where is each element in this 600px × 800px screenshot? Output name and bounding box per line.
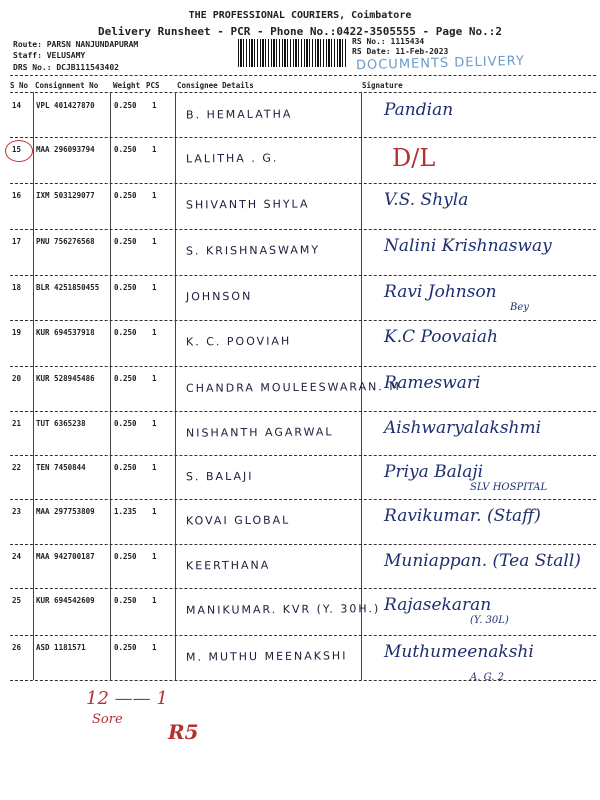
- row-consignment-no: TEN 7450844: [36, 463, 86, 472]
- row-sno: 25: [12, 596, 22, 605]
- row-weight: 0.250: [114, 463, 137, 472]
- row-weight: 0.250: [114, 101, 137, 110]
- row-pcs: 1: [152, 419, 157, 428]
- column-header-consignee: Consignee Details: [177, 81, 254, 90]
- column-header-pcs: PCS: [146, 81, 160, 90]
- drs-number: DRS No.: DCJB111543402: [13, 63, 119, 72]
- row-divider: [10, 137, 596, 138]
- row-signature-note: Bey: [510, 302, 529, 313]
- row-consignee: B. HEMALATHA: [185, 107, 293, 122]
- documents-delivery-stamp: DOCUMENTS DELIVERY: [355, 53, 526, 74]
- row-consignee: SHIVANTH SHYLA: [185, 197, 310, 212]
- summary-note: Sore: [92, 712, 123, 727]
- row-sno: 19: [12, 328, 22, 337]
- column-header-weight: Weight: [113, 81, 141, 90]
- row-consignee: NISHANTH AGARWAL: [185, 425, 334, 440]
- row-weight: 0.250: [114, 283, 137, 292]
- column-header-sno: S No: [10, 81, 29, 90]
- rs-number: RS No.: 1115434: [352, 37, 425, 46]
- row-sno: 16: [12, 191, 22, 200]
- row-sno: 21: [12, 419, 22, 428]
- row-divider: [10, 499, 596, 500]
- row-sno: 15: [12, 145, 22, 154]
- row-signature: Ravi Johnson: [384, 282, 497, 302]
- route-label: Route: PARSN NANJUNDAPURAM: [13, 40, 139, 49]
- header-divider-top: [10, 75, 596, 76]
- row-sno: 26: [12, 643, 22, 652]
- row-signature: Pandian: [384, 100, 454, 120]
- summary-code: R5: [168, 720, 199, 744]
- row-consignment-no: PNU 756276568: [36, 237, 95, 246]
- row-consignee: MANIKUMAR. KVR (Y. 30H.): [185, 602, 381, 617]
- row-15-circle-mark: [5, 140, 33, 162]
- row-signature-note: (Y. 30L): [470, 615, 509, 626]
- row-consignee: K. C. POOVIAH: [185, 334, 292, 349]
- row-pcs: 1: [152, 237, 157, 246]
- row-consignment-no: MAA 296093794: [36, 145, 95, 154]
- staff-label: Staff: VELUSAMY: [13, 51, 86, 60]
- column-rule: [110, 92, 111, 680]
- row-consignment-no: ASD 1181571: [36, 643, 86, 652]
- row-sno: 24: [12, 552, 22, 561]
- row-pcs: 1: [152, 374, 157, 383]
- row-consignment-no: VPL 401427870: [36, 101, 95, 110]
- row-signature: V.S. Shyla: [384, 190, 469, 210]
- row-weight: 0.250: [114, 328, 137, 337]
- column-rule: [175, 92, 176, 680]
- row-consignee: KOVAI GLOBAL: [185, 513, 291, 528]
- row-weight: 0.250: [114, 643, 137, 652]
- row-consignee: S. BALAJI: [185, 469, 254, 484]
- row-divider: [10, 275, 596, 276]
- row-pcs: 1: [152, 596, 157, 605]
- row-divider: [10, 635, 596, 636]
- row-weight: 0.250: [114, 191, 137, 200]
- row-pcs: 1: [152, 145, 157, 154]
- row-signature: Rajasekaran: [384, 595, 492, 615]
- row-divider: [10, 320, 596, 321]
- row-sno: 14: [12, 101, 22, 110]
- row-consignee: CHANDRA MOULEESWARAN. M: [185, 380, 401, 395]
- table-bottom-divider: [10, 680, 596, 681]
- row-weight: 0.250: [114, 145, 137, 154]
- row-pcs: 1: [152, 328, 157, 337]
- column-header-consignment: Consignment No: [35, 81, 99, 90]
- row-signature: Aishwaryalakshmi: [384, 418, 542, 438]
- row-consignment-no: BLR 4251850455: [36, 283, 100, 292]
- row-pcs: 1: [152, 463, 157, 472]
- row-divider: [10, 229, 596, 230]
- row-pcs: 1: [152, 552, 157, 561]
- header-divider-bottom: [10, 92, 596, 93]
- row-signature: Rameswari: [384, 373, 481, 393]
- row-divider: [10, 183, 596, 184]
- row-signature-note: SLV HOSPITAL: [470, 482, 548, 493]
- row-consignment-no: KUR 694542609: [36, 596, 95, 605]
- row-consignment-no: KUR 694537918: [36, 328, 95, 337]
- row-consignee: KEERTHANA: [185, 558, 271, 573]
- row-sno: 20: [12, 374, 22, 383]
- row-weight: 0.250: [114, 419, 137, 428]
- row-signature: Nalini Krishnasway: [384, 236, 552, 256]
- row-weight: 0.250: [114, 237, 137, 246]
- summary-count: 12 —— 1: [86, 688, 168, 709]
- runsheet-subtitle: Delivery Runsheet - PCR - Phone No.:0422-3505555 - Page No.:2: [98, 25, 502, 38]
- row-pcs: 1: [152, 191, 157, 200]
- column-header-signature: Signature: [362, 81, 403, 90]
- row-divider: [10, 366, 596, 367]
- row-divider: [10, 455, 596, 456]
- row-weight: 0.250: [114, 596, 137, 605]
- row-signature: Muniappan. (Tea Stall): [384, 551, 581, 571]
- row-signature-note: A. G. 2: [470, 672, 504, 683]
- column-rule: [33, 92, 34, 680]
- row-consignment-no: MAA 942700187: [36, 552, 95, 561]
- row-sno: 18: [12, 283, 22, 292]
- row-consignee: JOHNSON: [185, 289, 253, 304]
- row-consignee: M. MUTHU MEENAKSHI: [185, 649, 348, 664]
- row-consignee: LALITHA . G.: [185, 151, 279, 166]
- barcode: [238, 39, 348, 67]
- row-pcs: 1: [152, 283, 157, 292]
- row-weight: 0.250: [114, 374, 137, 383]
- row-divider: [10, 411, 596, 412]
- row-consignment-no: TUT 6365238: [36, 419, 86, 428]
- row-sno: 22: [12, 463, 22, 472]
- company-title: THE PROFESSIONAL COURIERS, Coimbatore: [188, 10, 412, 21]
- row-signature: D/L: [392, 144, 436, 172]
- row-consignee: S. KRISHNASWAMY: [185, 243, 321, 258]
- row-divider: [10, 588, 596, 589]
- row-sno: 17: [12, 237, 22, 246]
- row-consignment-no: MAA 297753809: [36, 507, 95, 516]
- row-pcs: 1: [152, 507, 157, 516]
- row-weight: 0.250: [114, 552, 137, 561]
- row-weight: 1.235: [114, 507, 137, 516]
- rs-date: RS Date: 11-Feb-2023: [352, 47, 449, 56]
- row-signature: K.C Poovaiah: [384, 327, 498, 347]
- row-signature: Priya Balaji: [384, 462, 484, 482]
- row-signature: Muthumeenakshi: [384, 642, 534, 662]
- row-pcs: 1: [152, 101, 157, 110]
- row-consignment-no: IXM 503129077: [36, 191, 95, 200]
- row-pcs: 1: [152, 643, 157, 652]
- row-signature: Ravikumar. (Staff): [384, 506, 541, 526]
- row-divider: [10, 544, 596, 545]
- row-sno: 23: [12, 507, 22, 516]
- row-consignment-no: KUR 528945486: [36, 374, 95, 383]
